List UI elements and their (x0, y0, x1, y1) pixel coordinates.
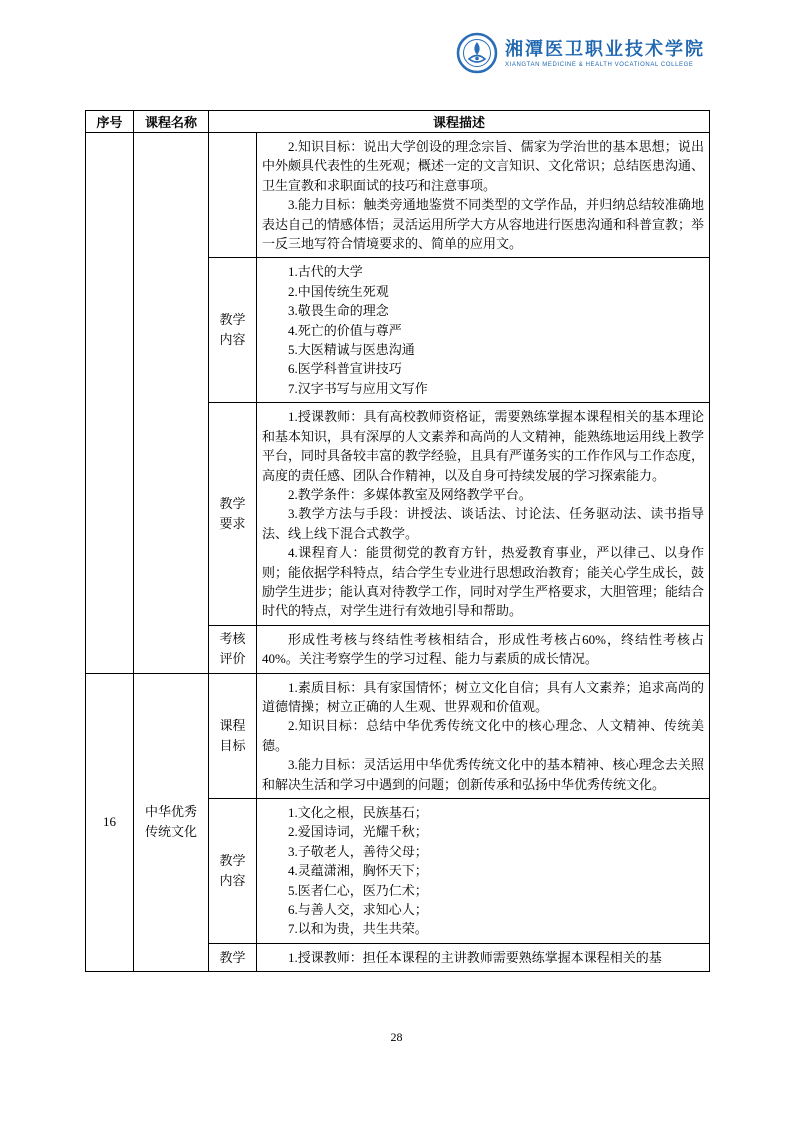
college-logo (456, 32, 705, 74)
course-name-line: 传统文化 (144, 824, 197, 840)
college-name-en: XIANGTAN MEDICINE & HEALTH VOCATIONAL COLLEGE (505, 62, 694, 68)
description-paragraph: 2.知识目标：说出大学创设的理念宗旨、儒家为学治世的基本思想；说出中外颇具代表性的生死观；概述一定的文言知识、文化常识；总结医患沟通、卫生宣教和求职面试的技巧和注意事项。 (262, 139, 705, 193)
description-paragraph: 1.授课教师：具有高校教师资格证，需要熟练掌握本课程相关的基本理论和基本知识，具有深厚的人文素养和高尚的人文精神，能熟练地运用线上教学平台，同时具备较丰富的教学经验，且具有严谨务实的工作作风与工作态度，高度的责任感、团队合作精神，以及自身可持续发展的学习探索能力。 (262, 409, 705, 483)
description-paragraph: 4.课程育人：能贯彻党的教育方针，热爱教育事业，严以律己、以身作则；能依据学科特点，结合学生专业进行思想政治教育；能关心学生成长，鼓励学生进步；能认真对待教学工作，同时对学生严格要求，大胆管理；能结合时代的特点，对学生进行有效地引导和帮助。 (262, 545, 705, 619)
section-content-cell (257, 258, 710, 403)
section-content-cell (257, 799, 710, 944)
description-paragraph: 3.教学方法与手段：讲授法、谈话法、讨论法、任务驱动法、读书指导法、线上线下混合式教学。 (262, 506, 705, 541)
course-number-cell: 16 (86, 673, 134, 972)
description-paragraph: 5.医者仁心，医乃仁术； (288, 882, 428, 898)
course-description-table (85, 110, 710, 972)
description-paragraph: 形成性考核与终结性考核相结合，形成性考核占60%，终结性考核占40%。关注考察学生的学习过程、能力与素质的成长情况。 (262, 631, 705, 667)
description-paragraph: 4.死亡的价值与尊严 (288, 322, 402, 338)
college-emblem-icon (456, 32, 498, 74)
description-paragraph: 2.知识目标：总结中华优秀传统文化中的核心理念、人文精神、传统美德。 (262, 718, 705, 753)
description-paragraph: 2.教学条件：多媒体教室及网络教学平台。 (288, 486, 532, 502)
section-content-cell (257, 403, 710, 625)
description-paragraph: 6.医学科普宣讲技巧 (288, 361, 402, 377)
course-name-cell (134, 673, 209, 972)
section-label-cell (209, 625, 257, 673)
description-paragraph: 1.授课教师：担任本课程的主讲教师需要熟练掌握本课程相关的基 (288, 949, 662, 965)
section-label: 教学内容 (219, 852, 246, 888)
table-row (86, 673, 710, 798)
section-content-cell (257, 943, 710, 971)
section-label: 教学 (219, 949, 246, 965)
description-paragraph: 4.灵蕴潇湘，胸怀天下； (288, 863, 428, 879)
table-row (86, 133, 710, 258)
description-paragraph: 2.爱国诗词，光耀千秋； (288, 824, 428, 840)
section-label: 考核评价 (219, 631, 246, 667)
course-name-cell (134, 133, 209, 674)
section-content-cell (257, 133, 710, 258)
course-number-cell (86, 133, 134, 674)
college-name: 湘潭医卫职业技术学院 (505, 39, 705, 59)
page-number: 28 (390, 1030, 403, 1044)
course-name-line: 中华优秀 (144, 804, 197, 820)
description-paragraph: 7.以和为贵，共生共荣。 (288, 921, 428, 937)
description-paragraph: 1.古代的大学 (288, 264, 363, 280)
description-paragraph: 7.汉字书写与应用文写作 (288, 380, 428, 396)
col-header-course-desc: 课程描述 (209, 111, 710, 133)
course-table-body (86, 133, 710, 972)
description-paragraph: 2.中国传统生死观 (288, 283, 389, 299)
section-label-cell (209, 258, 257, 403)
col-header-course-name: 课程名称 (134, 111, 209, 133)
section-label: 课程目标 (219, 717, 246, 753)
description-paragraph: 3.能力目标：灵活运用中华优秀传统文化中的基本精神、核心理念去关照和解决生活和学习中遇到的问题；创新传承和弘扬中华优秀传统文化。 (262, 757, 705, 792)
section-label-cell (209, 673, 257, 798)
description-paragraph: 3.敬畏生命的理念 (288, 303, 389, 319)
description-paragraph: 6.与善人交，求知心人； (288, 902, 428, 918)
description-paragraph: 1.文化之根，民族基石； (288, 805, 428, 820)
col-header-no: 序号 (86, 111, 134, 133)
description-paragraph: 3.能力目标：触类旁通地鉴赏不同类型的文学作品，并归纳总结较准确地表达自己的情感体悟；灵活运用所学大方从容地进行医患沟通和科普宣教；举一反三地写符合情境要求的、简单的应用文。 (262, 197, 705, 252)
description-paragraph: 5.大医精诚与医患沟通 (288, 342, 415, 358)
description-paragraph: 3.子敬老人，善待父母； (288, 843, 428, 859)
table-header-row (86, 111, 710, 133)
section-label: 教学内容 (219, 312, 246, 348)
section-label-cell (209, 943, 257, 971)
section-content-cell (257, 625, 710, 673)
description-paragraph: 1.素质目标：具有家国情怀；树立文化自信；具有人文素养；追求高尚的道德情操；树立正确的人生观、世界观和价值观。 (262, 679, 705, 714)
section-content-cell (257, 673, 710, 798)
section-label-cell (209, 403, 257, 625)
section-label-cell (209, 799, 257, 944)
section-label: 教学要求 (219, 496, 246, 532)
section-label-cell (209, 133, 257, 258)
